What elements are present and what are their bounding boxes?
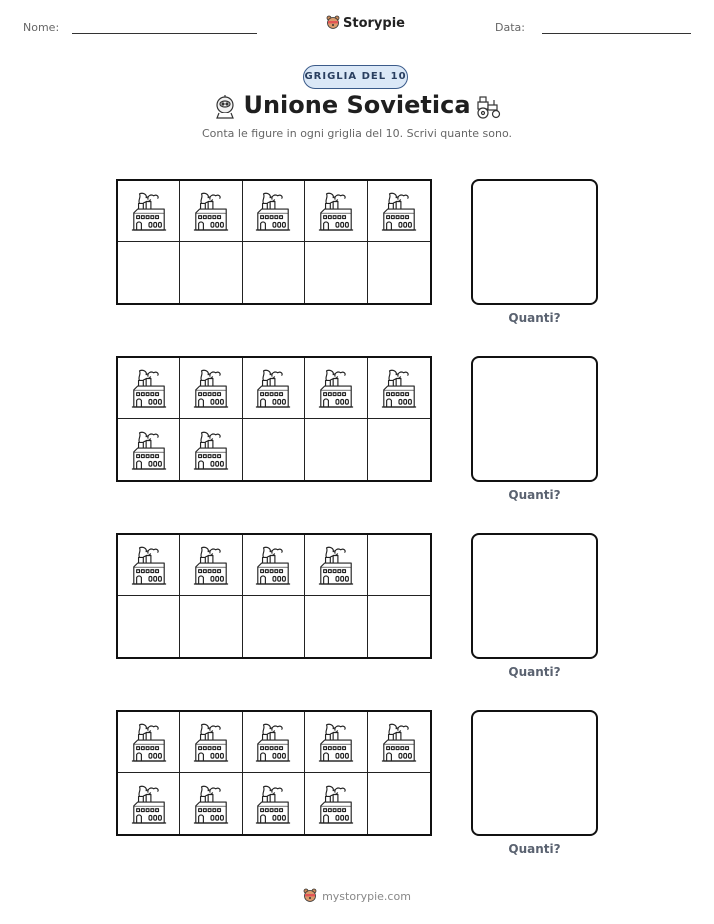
ten-frame-cell <box>118 419 180 480</box>
factory-icon <box>192 544 230 586</box>
factory-icon <box>130 721 168 763</box>
ten-frame-cell <box>305 181 367 242</box>
page-title: Unione Sovietica <box>243 91 471 119</box>
factory-icon <box>317 721 355 763</box>
brand-name: Storypie <box>343 15 405 31</box>
ten-frame-cell <box>305 419 367 480</box>
ten-frame-cell <box>368 181 430 242</box>
ten-frame-cell <box>305 535 367 596</box>
factory-icon <box>254 367 292 409</box>
ten-frame-cell <box>368 712 430 773</box>
ten-frame-cell <box>118 242 180 303</box>
factory-icon <box>380 190 418 232</box>
factory-icon <box>192 721 230 763</box>
factory-icon <box>192 190 230 232</box>
factory-icon <box>380 367 418 409</box>
ten-frame-cell <box>368 535 430 596</box>
ten-frame <box>116 179 432 305</box>
factory-icon <box>254 544 292 586</box>
brand-logo <box>326 12 405 34</box>
factory-icon <box>254 721 292 763</box>
factory-icon <box>317 783 355 825</box>
factory-icon <box>192 367 230 409</box>
factory-icon <box>130 190 168 232</box>
ten-frame-cell <box>118 773 180 834</box>
factory-icon <box>254 783 292 825</box>
bear-icon <box>326 15 340 31</box>
factory-icon <box>192 429 230 471</box>
factory-icon <box>192 783 230 825</box>
bear-icon <box>303 888 317 904</box>
factory-icon <box>317 190 355 232</box>
ten-frame-cell <box>180 712 242 773</box>
ten-frame <box>116 533 432 659</box>
factory-icon <box>130 783 168 825</box>
factory-icon <box>317 367 355 409</box>
worksheet-type-badge: GRIGLIA DEL 10 <box>303 65 408 89</box>
worksheet-header <box>0 0 714 50</box>
factory-icon <box>130 544 168 586</box>
footer-url[interactable]: mystorypie.com <box>322 889 411 903</box>
ten-frame-cell <box>243 181 305 242</box>
ten-frame-cell <box>180 181 242 242</box>
ten-frame-cell <box>180 596 242 657</box>
ten-frame-cell <box>243 242 305 303</box>
factory-icon <box>254 190 292 232</box>
ten-frame-cell <box>118 535 180 596</box>
factory-icon <box>130 429 168 471</box>
factory-icon <box>380 721 418 763</box>
ten-frame-cell <box>368 242 430 303</box>
ten-frame-cell <box>305 712 367 773</box>
ten-frame <box>116 356 432 482</box>
ten-frame-cell <box>243 712 305 773</box>
ten-frame-cell <box>180 358 242 419</box>
ten-frame-cell <box>243 773 305 834</box>
name-line[interactable] <box>72 33 257 34</box>
answer-label: Quanti? <box>508 665 561 679</box>
ten-frame-cell <box>118 596 180 657</box>
ten-frame-cell <box>305 773 367 834</box>
answer-label: Quanti? <box>508 488 561 502</box>
ten-frame-cell <box>180 419 242 480</box>
answer-label: Quanti? <box>508 311 561 325</box>
ten-frame-cell <box>305 358 367 419</box>
ten-frame-cell <box>118 358 180 419</box>
factory-icon <box>317 544 355 586</box>
factory-icon <box>130 367 168 409</box>
answer-box[interactable] <box>471 533 598 659</box>
answer-box[interactable] <box>471 179 598 305</box>
ten-frame-cell <box>305 242 367 303</box>
answer-box[interactable] <box>471 710 598 836</box>
ten-frame-cell <box>180 773 242 834</box>
ten-frame-cell <box>368 419 430 480</box>
ten-frame-cell <box>118 181 180 242</box>
name-label: Nome: <box>23 21 60 34</box>
ten-frame-cell <box>118 712 180 773</box>
ten-frame-cell <box>243 535 305 596</box>
answer-box[interactable] <box>471 356 598 482</box>
answer-label: Quanti? <box>508 842 561 856</box>
ten-frame-cell <box>243 358 305 419</box>
ten-frame-cell <box>305 596 367 657</box>
ten-frame-cell <box>243 419 305 480</box>
date-label: Data: <box>495 21 525 34</box>
ten-frame <box>116 710 432 836</box>
ten-frame-cell <box>180 535 242 596</box>
date-line[interactable] <box>542 33 691 34</box>
ten-frame-cell <box>243 596 305 657</box>
ten-frame-cell <box>368 596 430 657</box>
instructions: Conta le figure in ogni griglia del 10. Scrivi quante sono. <box>201 127 512 140</box>
tractor-icon <box>475 94 503 120</box>
page-footer <box>0 885 714 907</box>
ten-frame-cell <box>180 242 242 303</box>
ten-frame-cell <box>368 773 430 834</box>
ten-frame-cell <box>368 358 430 419</box>
